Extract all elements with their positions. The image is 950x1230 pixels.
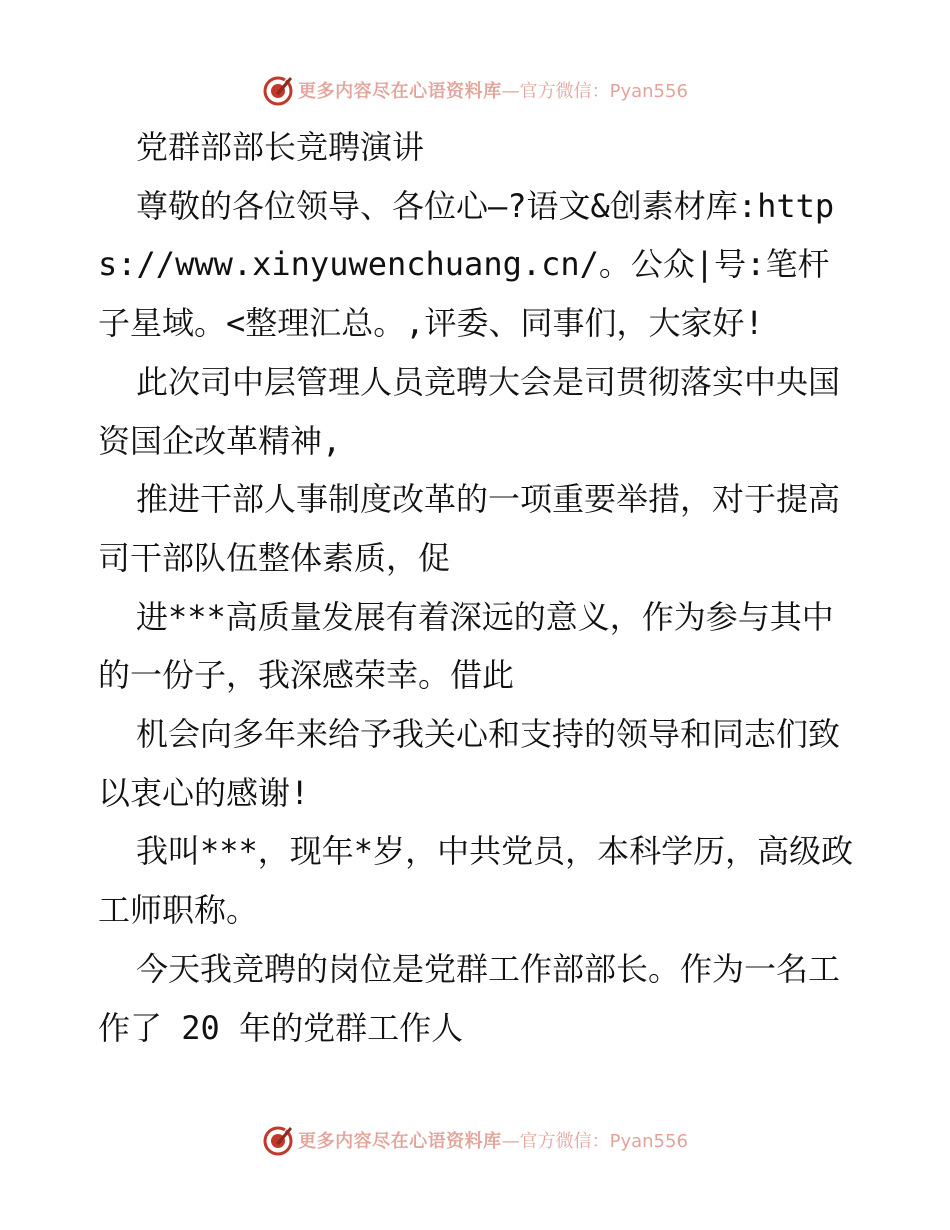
footer-banner-wechat: —官方微信：Pyan556 [501, 1131, 688, 1152]
quill-logo-icon [262, 1124, 294, 1156]
paragraph: 推进干部人事制度改革的一项重要举措，对于提高司干部队伍整体素质，促 [98, 480, 841, 577]
header-banner-title: 更多内容尽在心语资料库 [298, 81, 502, 102]
paragraph: 尊敬的各位领导、各位心—?语文&创素材库:https://www.xinyuwenchuang.cn/。公众|号:笔杆子星域。<整理汇总。,评委、同事们，大家好! [98, 186, 835, 343]
document-title: 党群部部长竞聘演讲 [136, 128, 425, 166]
paragraph: 机会向多年来给予我关心和支持的领导和同志们致以衷心的感谢! [98, 715, 841, 812]
paragraph: 我叫***，现年*岁，中共党员，本科学历，高级政工师职称。 [98, 832, 854, 930]
footer-banner-title: 更多内容尽在心语资料库 [298, 1131, 502, 1152]
paragraph: 今天我竞聘的岗位是党群工作部部长。作为一名工作了 20 年的党群工作人 [98, 949, 841, 1047]
paragraph: 进***高质量发展有着深远的意义，作为参与其中的一份子，我深感荣幸。借此 [98, 597, 834, 695]
paragraph: 此次司中层管理人员竞聘大会是司贯彻落实中央国资国企改革精神, [98, 362, 841, 460]
header-banner-wechat: —官方微信：Pyan556 [501, 81, 688, 102]
quill-logo-icon [262, 74, 294, 106]
footer-banner [0, 1120, 950, 1160]
document-body [98, 118, 858, 1057]
header-banner [0, 70, 950, 110]
